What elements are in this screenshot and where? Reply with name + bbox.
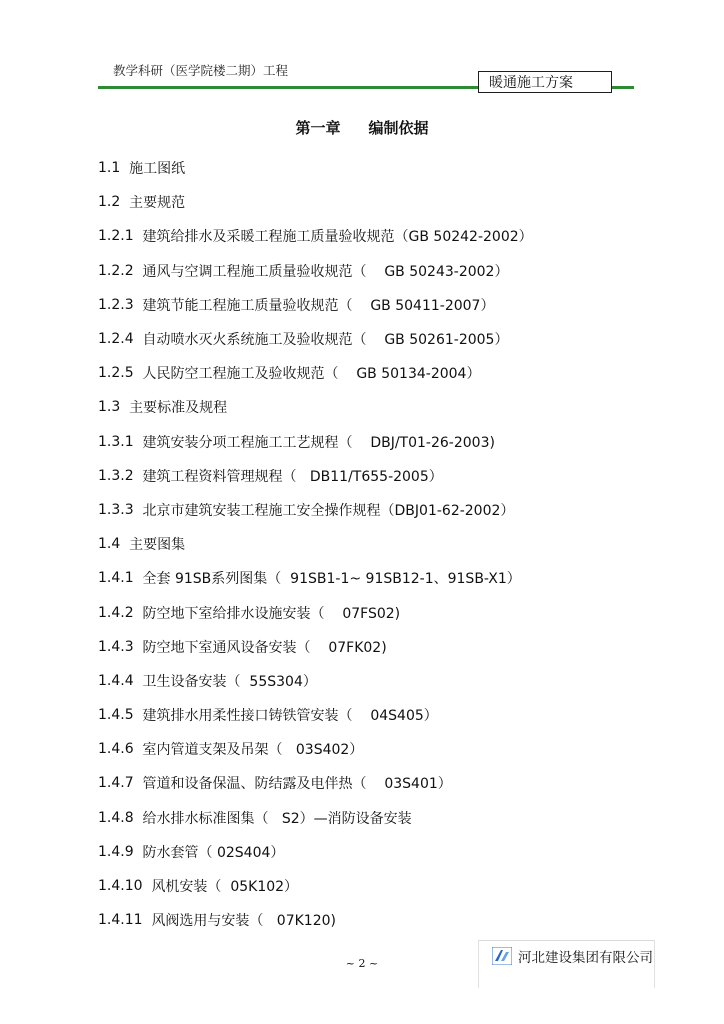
list-item — [98, 766, 533, 800]
list-item-number: 1.1 — [98, 160, 130, 177]
list-item-number: 1.4.11 — [98, 912, 152, 929]
list-item-text: 建筑工程资料管理规程（ DB11/T655-2005） — [142, 468, 443, 485]
list-item-text: 建筑给排水及采暖工程施工质量验收规范（GB 50242-2002） — [142, 229, 533, 246]
header-doc-type: 暖通施工方案 — [489, 75, 573, 91]
list-item-number: 1.4.4 — [98, 672, 143, 689]
list-item — [98, 356, 533, 390]
list-item-number: 1.3.2 — [98, 467, 143, 484]
footer-divider-right — [654, 940, 655, 988]
list-item-number: 1.2.5 — [98, 365, 143, 382]
list-item — [98, 185, 533, 219]
company-logo-icon — [492, 947, 512, 965]
list-item — [98, 459, 533, 493]
company-name: 河北建设集团有限公司 — [518, 950, 653, 966]
header-project-title: 教学科研（医学院楼二期）工程 — [113, 63, 289, 78]
list-item-text: 主要标准及规程 — [129, 400, 228, 417]
list-item — [98, 527, 533, 561]
list-item-text: 室内管道支架及吊架（ 03S402） — [142, 742, 364, 759]
list-item — [98, 595, 533, 629]
list-item-number: 1.3 — [98, 399, 130, 416]
list-item-number: 1.3.3 — [98, 501, 143, 518]
chapter-heading — [0, 117, 724, 138]
chapter-title: 编制依据 — [368, 119, 429, 137]
list-item-number: 1.2.1 — [98, 228, 143, 245]
list-item-text: 管道和设备保温、防结露及电伴热（ 03S401） — [142, 776, 452, 793]
company-footer — [478, 940, 656, 970]
header-doc-type-box — [478, 71, 612, 93]
list-item — [98, 288, 533, 322]
list-item-number: 1.3.1 — [98, 433, 143, 450]
list-item — [98, 493, 533, 527]
list-item-text: 自动喷水灭火系统施工及验收规范（ GB 50261-2005） — [142, 332, 509, 349]
list-item-text: 全套 91SB系列图集（ 91SB1-1~ 91SB12-1、91SB-X1） — [142, 571, 521, 588]
list-item-number: 1.4.10 — [98, 878, 152, 895]
list-item — [98, 254, 533, 288]
list-item — [98, 869, 533, 903]
list-item — [98, 219, 533, 253]
footer-divider-left — [478, 940, 479, 988]
list-item-number: 1.2.4 — [98, 331, 143, 348]
list-item-text: 防空地下室给排水设施安装（ 07FS02) — [142, 605, 401, 622]
list-item-text: 建筑安装分项工程施工工艺规程（ DBJ/T01-26-2003) — [142, 434, 495, 451]
list-item-text: 风阀选用与安装（ 07K120) — [151, 913, 336, 930]
list-item-number: 1.2.2 — [98, 262, 143, 279]
list-item-number: 1.4.1 — [98, 570, 143, 587]
list-item-number: 1.4.6 — [98, 741, 143, 758]
list-item — [98, 561, 533, 595]
list-item — [98, 425, 533, 459]
list-item-text: 主要图集 — [129, 537, 186, 554]
list-item — [98, 322, 533, 356]
list-item-number: 1.2 — [98, 194, 130, 211]
list-item-text: 防水套管（ 02S404） — [142, 844, 285, 861]
list-item-text: 卫生设备安装（ 55S304） — [142, 673, 317, 690]
list-item-text: 施工图纸 — [129, 161, 186, 178]
list-item-text: 建筑节能工程施工质量验收规范（ GB 50411-2007） — [142, 297, 495, 314]
list-item-number: 1.4.9 — [98, 843, 143, 860]
list-item — [98, 835, 533, 869]
list-item-text: 主要规范 — [129, 195, 186, 212]
list-item-text: 人民防空工程施工及验收规范（ GB 50134-2004） — [142, 366, 481, 383]
list-item-text: 风机安装（ 05K102） — [151, 879, 299, 896]
page-number: ~ 2 ~ — [345, 957, 379, 970]
list-item-text: 给水排水标准图集（ S2）—消防设备安装 — [142, 810, 412, 827]
list-item-number: 1.4.5 — [98, 707, 143, 724]
list-item-number: 1.2.3 — [98, 296, 143, 313]
list-item — [98, 801, 533, 835]
list-item-number: 1.4.3 — [98, 638, 143, 655]
list-item — [98, 151, 533, 185]
list-item — [98, 903, 533, 937]
list-item-text: 北京市建筑安装工程施工安全操作规程（DBJ01-62-2002） — [142, 502, 515, 519]
list-item-number: 1.4.2 — [98, 604, 143, 621]
list-item-text: 防空地下室通风设备安装（ 07FK02) — [142, 639, 387, 656]
list-item — [98, 664, 533, 698]
chapter-number: 第一章 — [295, 119, 341, 137]
list-item-number: 1.4 — [98, 536, 130, 553]
list-item-text: 通风与空调工程施工质量验收规范（ GB 50243-2002） — [142, 263, 509, 280]
list-item-number: 1.4.7 — [98, 775, 143, 792]
list-item — [98, 732, 533, 766]
list-item — [98, 630, 533, 664]
basis-list — [98, 151, 533, 937]
list-item — [98, 390, 533, 424]
list-item-number: 1.4.8 — [98, 809, 143, 826]
footer-divider-top — [478, 940, 654, 941]
list-item — [98, 698, 533, 732]
list-item-text: 建筑排水用柔性接口铸铁管安装（ 04S405） — [142, 708, 438, 725]
